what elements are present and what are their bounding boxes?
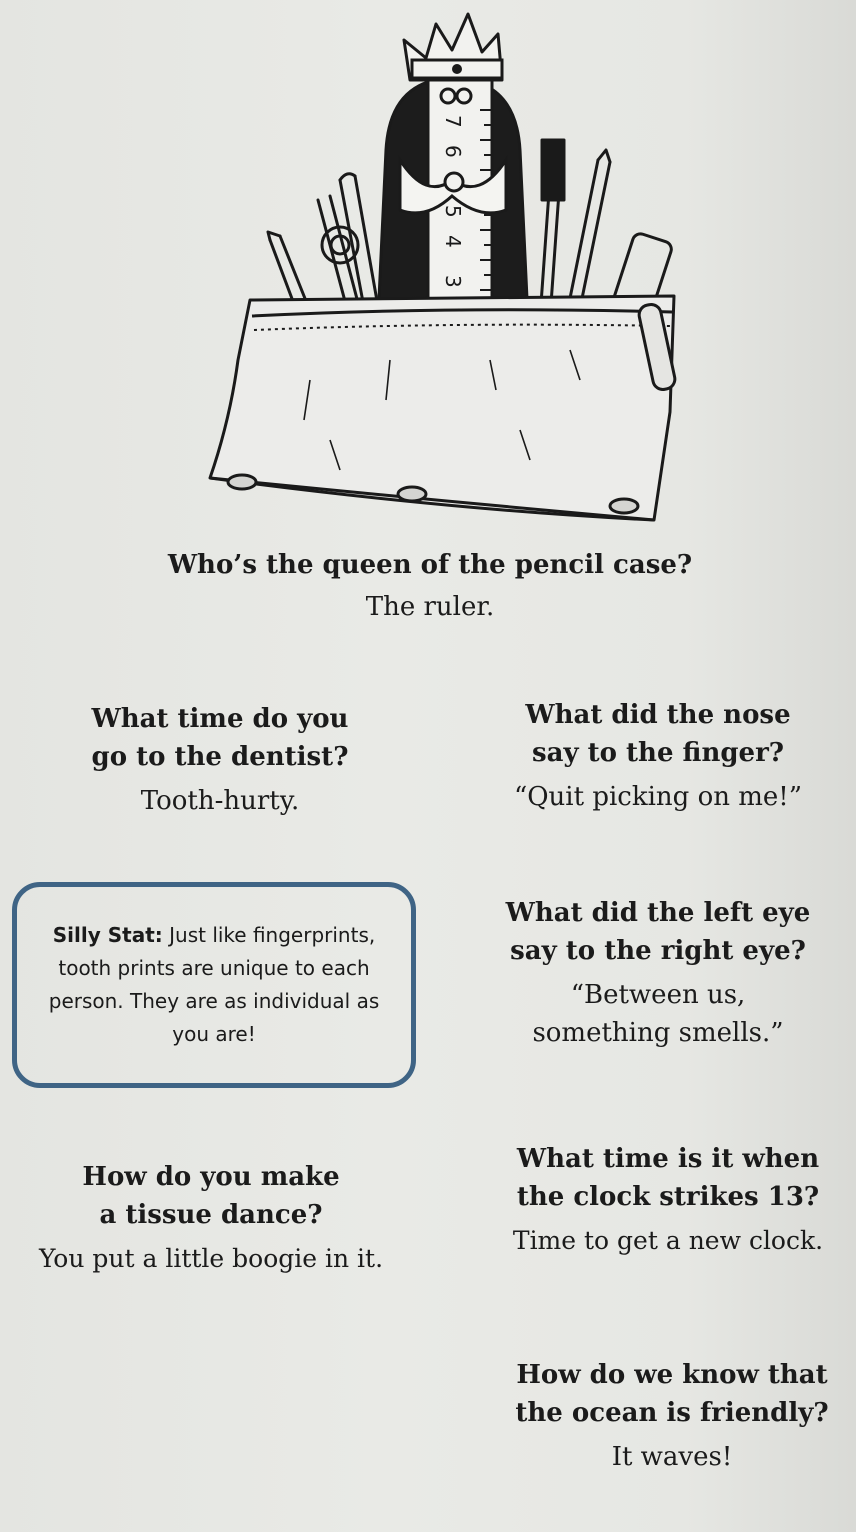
svg-text:3: 3 <box>441 275 465 288</box>
svg-text:7: 7 <box>441 115 465 128</box>
joke-question: How do you make a tissue dance? <box>82 1162 340 1230</box>
svg-text:4: 4 <box>441 235 465 248</box>
joke-eye <box>470 894 846 1052</box>
silly-stat-box <box>12 882 416 1088</box>
joke-clock <box>486 1140 850 1260</box>
joke-ocean <box>492 1356 852 1476</box>
joke-answer: Tooth-hurty. <box>140 786 300 816</box>
joke-question: What time is it when the clock strikes 13? <box>516 1144 820 1212</box>
joke-tissue <box>6 1158 416 1278</box>
svg-text:5: 5 <box>441 205 465 218</box>
svg-text:6: 6 <box>441 145 465 158</box>
joke-answer: You put a little boogie in it. <box>38 1244 384 1273</box>
joke-answer: It waves! <box>611 1442 733 1472</box>
joke-answer: “Between us, something smells.” <box>532 980 784 1048</box>
joke-answer: “Quit picking on me!” <box>513 782 803 812</box>
joke-question: Who’s the queen of the pencil case? <box>167 550 693 580</box>
joke-question: How do we know that the ocean is friendly? <box>515 1360 829 1428</box>
ruler-queen-pencil-case-icon <box>190 0 710 540</box>
joke-question: What did the nose say to the finger? <box>525 700 791 768</box>
silly-stat-text <box>34 919 394 1051</box>
joke-question: What time do you go to the dentist? <box>91 704 349 772</box>
joke-dentist <box>50 700 390 820</box>
joke-nose <box>470 696 846 816</box>
silly-stat-body: Just like fingerprints, tooth prints are unique to each person. They are as individual as you are! <box>48 923 380 1046</box>
joke-answer: Time to get a new clock. <box>512 1226 824 1255</box>
joke-answer: The ruler. <box>365 592 495 622</box>
silly-stat-label: Silly Stat: <box>52 923 163 947</box>
joke-question: What did the left eye say to the right eye? <box>505 898 811 966</box>
featured-joke <box>150 546 710 626</box>
